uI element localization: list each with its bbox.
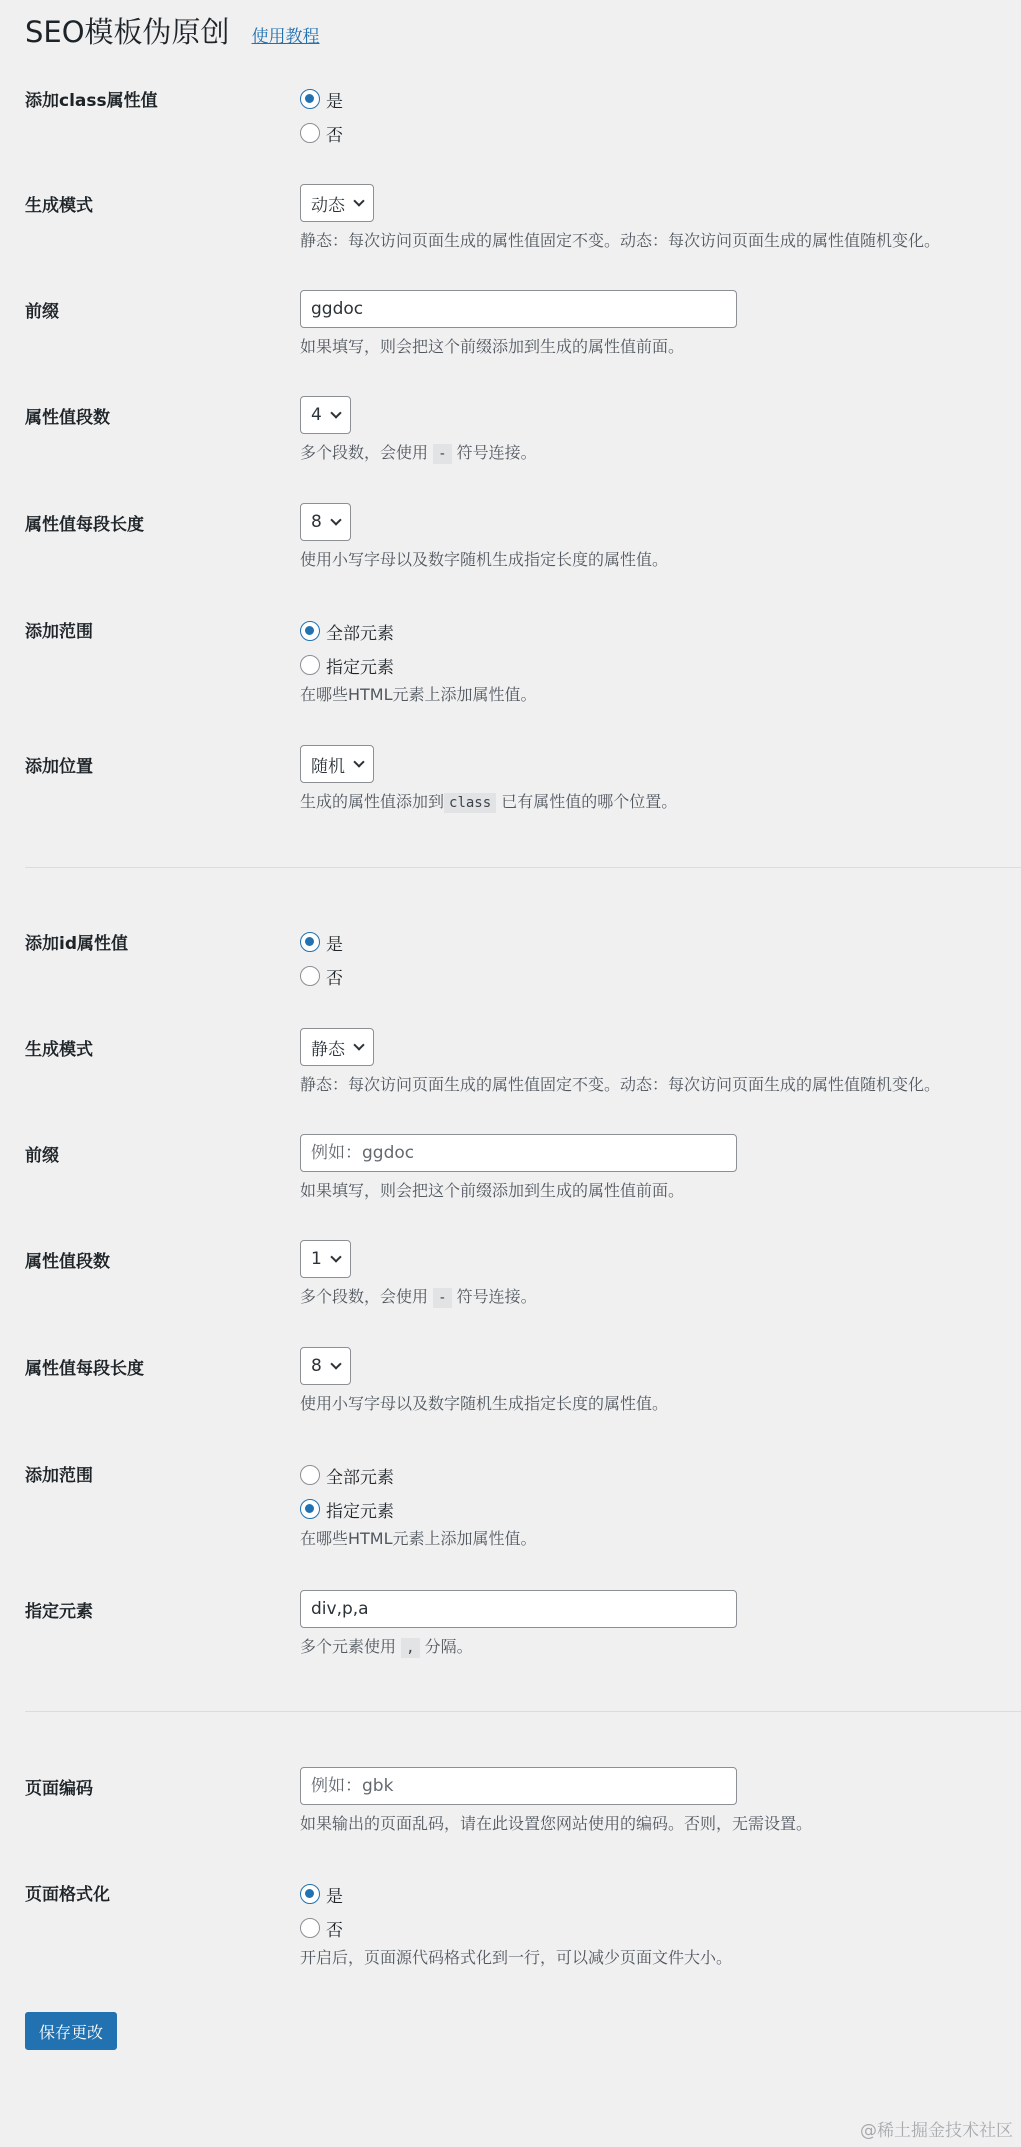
class-segments-label: 属性值段数 <box>25 408 110 428</box>
page-encoding-label: 页面编码 <box>25 1779 93 1799</box>
page-format-label: 页面格式化 <box>25 1885 110 1905</box>
page-format-option-no[interactable]: 否 <box>300 1911 732 1945</box>
id-mode-label: 生成模式 <box>25 1040 93 1060</box>
id-length-desc: 使用小写字母以及数字随机生成指定长度的属性值。 <box>300 1394 669 1413</box>
class-scope-radio-group <box>300 614 537 705</box>
class-segments-field <box>300 396 537 463</box>
id-scope-option-specified[interactable]: 指定元素 <box>300 1492 537 1526</box>
class-scope-label: 添加范围 <box>25 622 93 642</box>
class-prefix-desc: 如果填写，则会把这个前缀添加到生成的属性值前面。 <box>300 337 685 356</box>
radio-unchecked-icon[interactable] <box>300 1465 320 1485</box>
class-prefix-input[interactable] <box>300 290 737 328</box>
radio-unchecked-icon[interactable] <box>300 655 320 675</box>
chevron-down-icon <box>330 1358 341 1369</box>
class-length-field <box>300 503 668 570</box>
page-format-radio-group <box>300 1877 732 1968</box>
id-length-select[interactable]: 8 <box>300 1347 351 1385</box>
page-format-desc: 开启后，页面源代码格式化到一行，可以减少页面文件大小。 <box>300 1948 733 1967</box>
class-length-label: 属性值每段长度 <box>25 515 144 535</box>
radio-unchecked-icon[interactable] <box>300 966 320 986</box>
class-mode-select[interactable]: 动态 <box>300 184 374 222</box>
page-encoding-field <box>300 1767 812 1834</box>
chevron-down-icon <box>330 1251 341 1262</box>
code-snippet: - <box>433 1288 451 1308</box>
save-button[interactable]: 保存更改 <box>25 2012 117 2050</box>
radio-checked-icon[interactable] <box>300 1499 320 1519</box>
chevron-down-icon <box>353 195 364 206</box>
page-encoding-desc: 如果输出的页面乱码，请在此设置您网站使用的编码。否则，无需设置。 <box>300 1814 813 1833</box>
section-divider <box>25 1711 1021 1712</box>
id-add-radio-group <box>300 925 343 993</box>
id-length-label: 属性值每段长度 <box>25 1359 144 1379</box>
page-encoding-input[interactable] <box>300 1767 737 1805</box>
class-mode-field <box>300 184 940 251</box>
chevron-down-icon <box>353 1039 364 1050</box>
id-mode-select[interactable]: 静态 <box>300 1028 374 1066</box>
chevron-down-icon <box>353 756 364 767</box>
id-scope-radio-group <box>300 1458 537 1549</box>
id-prefix-field <box>300 1134 737 1201</box>
code-snippet: class <box>444 793 496 813</box>
chevron-down-icon <box>330 514 341 525</box>
id-scope-label: 添加范围 <box>25 1466 93 1486</box>
id-mode-field <box>300 1028 940 1095</box>
class-scope-desc: 在哪些HTML元素上添加属性值。 <box>300 685 537 704</box>
radio-checked-icon[interactable] <box>300 1884 320 1904</box>
class-position-field <box>300 745 677 812</box>
class-add-option-yes[interactable]: 是 <box>300 82 343 116</box>
radio-checked-icon[interactable] <box>300 621 320 641</box>
id-segments-label: 属性值段数 <box>25 1252 110 1272</box>
id-prefix-label: 前缀 <box>25 1146 59 1166</box>
id-add-option-no[interactable]: 否 <box>300 959 343 993</box>
id-scope-option-all[interactable]: 全部元素 <box>300 1458 537 1492</box>
class-mode-desc: 静态：每次访问页面生成的属性值固定不变。动态：每次访问页面生成的属性值随机变化。 <box>300 231 941 250</box>
page-title: SEO模板伪原创 <box>25 15 230 49</box>
code-snippet: - <box>433 444 451 464</box>
tutorial-link[interactable]: 使用教程 <box>251 27 320 47</box>
id-scope-desc: 在哪些HTML元素上添加属性值。 <box>300 1529 537 1548</box>
class-length-select[interactable]: 8 <box>300 503 351 541</box>
radio-unchecked-icon[interactable] <box>300 1918 320 1938</box>
id-mode-desc: 静态：每次访问页面生成的属性值固定不变。动态：每次访问页面生成的属性值随机变化。 <box>300 1075 941 1094</box>
class-position-label: 添加位置 <box>25 757 93 777</box>
class-prefix-field <box>300 290 737 357</box>
class-add-option-no[interactable]: 否 <box>300 116 343 150</box>
id-add-option-yes[interactable]: 是 <box>300 925 343 959</box>
class-segments-desc: 多个段数，会使用 - 符号连接。 <box>300 443 537 462</box>
id-length-field <box>300 1347 668 1414</box>
class-add-radio-group <box>300 82 343 150</box>
class-length-desc: 使用小写字母以及数字随机生成指定长度的属性值。 <box>300 550 669 569</box>
id-add-label: 添加id属性值 <box>25 934 128 954</box>
chevron-down-icon <box>330 407 341 418</box>
class-position-select[interactable]: 随机 <box>300 745 374 783</box>
class-segments-select[interactable]: 4 <box>300 396 351 434</box>
id-segments-desc: 多个段数，会使用 - 符号连接。 <box>300 1287 537 1306</box>
id-segments-field <box>300 1240 537 1307</box>
section-divider <box>25 867 1021 868</box>
id-elements-desc: 多个元素使用 , 分隔。 <box>300 1637 473 1656</box>
radio-checked-icon[interactable] <box>300 89 320 109</box>
code-snippet: , <box>401 1638 419 1658</box>
title-row <box>25 10 320 50</box>
class-position-desc: 生成的属性值添加到 class 已有属性值的哪个位置。 <box>300 792 678 811</box>
id-elements-label: 指定元素 <box>25 1602 93 1622</box>
class-scope-option-specified[interactable]: 指定元素 <box>300 648 537 682</box>
radio-unchecked-icon[interactable] <box>300 123 320 143</box>
radio-checked-icon[interactable] <box>300 932 320 952</box>
class-scope-option-all[interactable]: 全部元素 <box>300 614 537 648</box>
id-segments-select[interactable]: 1 <box>300 1240 351 1278</box>
id-elements-input[interactable] <box>300 1590 737 1628</box>
id-prefix-input[interactable] <box>300 1134 737 1172</box>
class-mode-label: 生成模式 <box>25 196 93 216</box>
class-add-label: 添加class属性值 <box>25 91 158 111</box>
class-prefix-label: 前缀 <box>25 302 59 322</box>
id-elements-field <box>300 1590 737 1657</box>
id-prefix-desc: 如果填写，则会把这个前缀添加到生成的属性值前面。 <box>300 1181 685 1200</box>
page-format-option-yes[interactable]: 是 <box>300 1877 732 1911</box>
watermark: @稀土掘金技术社区 <box>860 2121 1013 2141</box>
